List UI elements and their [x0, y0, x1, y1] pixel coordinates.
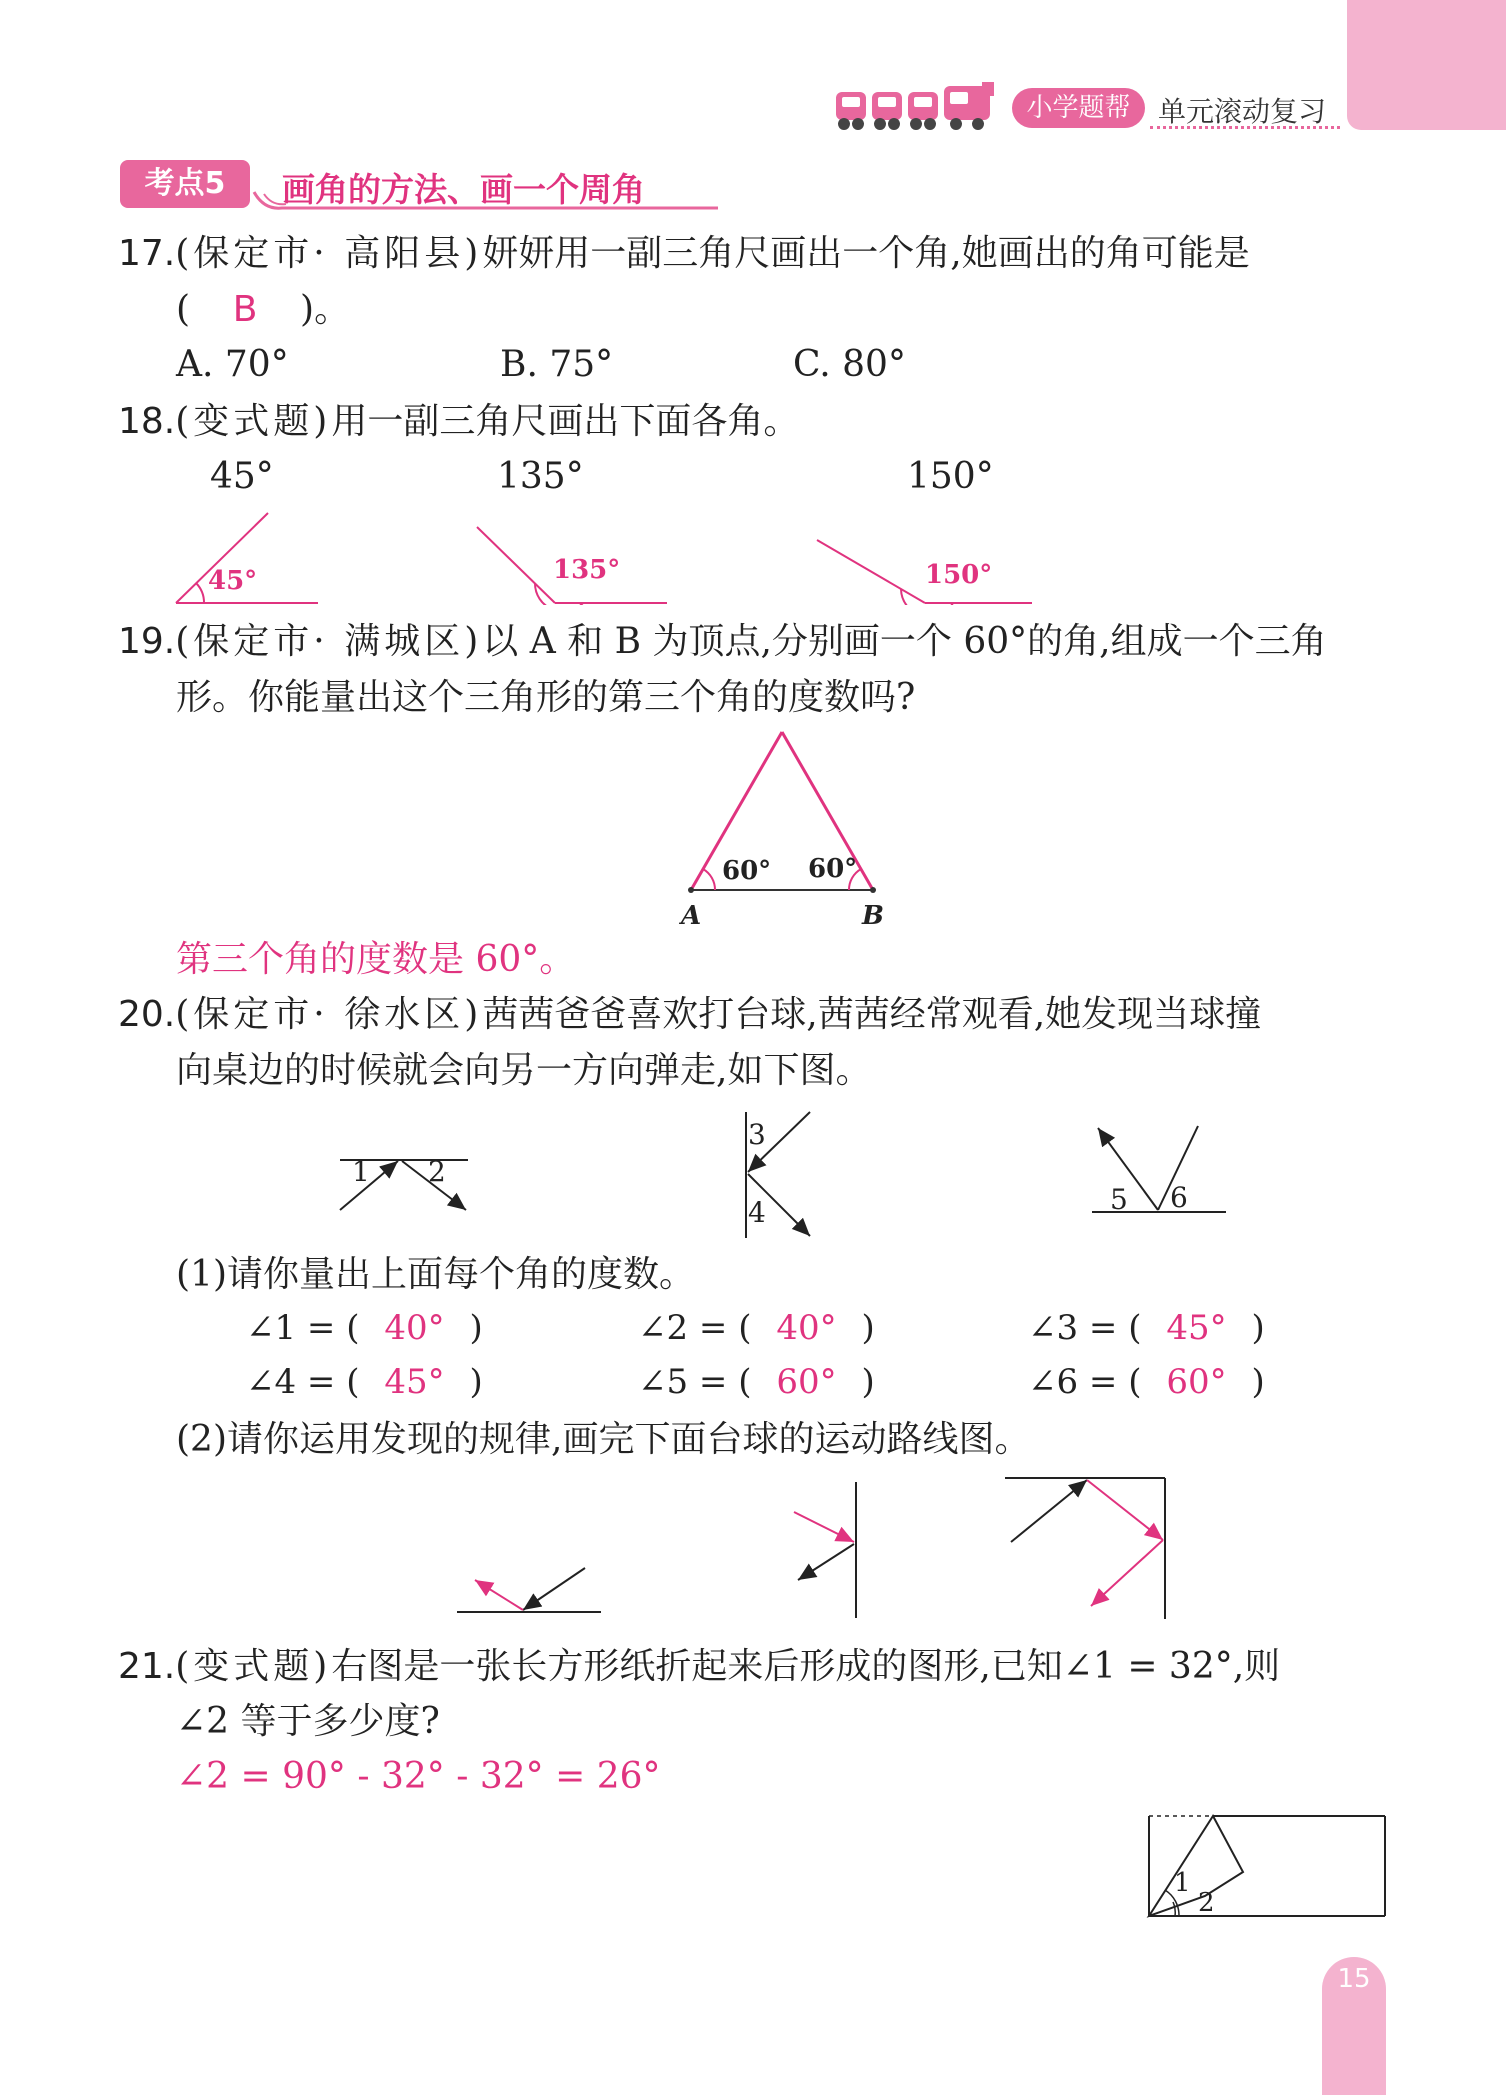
q20-part1: (1)请你量出上面每个角的度数。 — [176, 1254, 695, 1295]
q20-fig-label-3: 3 — [748, 1118, 766, 1151]
q19-text1: 以 A 和 B 为顶点,分别画一个 60°的角,组成一个三角 — [482, 621, 1327, 662]
q17-option-c: C. 80° — [793, 344, 906, 385]
q19-angle-a-label: 60° — [722, 856, 772, 886]
page-number: 15 — [1337, 1964, 1371, 1994]
q20-angle-6: ∠6 = ( 60° ) — [1028, 1362, 1265, 1402]
q20-fig-label-2: 2 — [428, 1155, 446, 1188]
q20-text1: 茜茜爸爸喜欢打台球,茜茜经常观看,她发现当球撞 — [482, 994, 1262, 1035]
q19-line2: 形。你能量出这个三角形的第三个角的度数吗? — [176, 677, 916, 718]
q21-figure — [1145, 1812, 1390, 1922]
q21-text1: 右图是一张长方形纸折起来后形成的图形,已知∠1 = 32°,则 — [331, 1646, 1281, 1687]
q18-angle-45: 45° — [210, 456, 274, 497]
q20-angle-1: ∠1 = ( 40° ) — [246, 1308, 483, 1348]
q17-answer: B — [232, 289, 258, 330]
q17-paren-open: ( — [176, 289, 191, 330]
q20-angle-6-value: 60° — [1166, 1362, 1227, 1402]
q20-line2: 向桌边的时候就会向另一方向弹走,如下图。 — [176, 1050, 872, 1091]
q18-number: 18. — [118, 401, 176, 442]
q18-line1 — [118, 400, 799, 443]
header-badge: 小学题帮 — [1012, 88, 1145, 128]
q20-angle-3-value: 45° — [1166, 1308, 1227, 1348]
q20-path-figure-2 — [788, 1480, 863, 1620]
q18-fig-label-135: 135° — [553, 555, 621, 585]
q20-path-figure-1 — [455, 1560, 605, 1616]
section-tag: 考点5 — [120, 160, 250, 208]
q20-angle-2: ∠2 = ( 40° ) — [638, 1308, 875, 1348]
q21-fig-label-1: 1 — [1174, 1868, 1191, 1898]
q20-fig-label-1: 1 — [352, 1155, 370, 1188]
q21-fig-label-2: 2 — [1198, 1888, 1215, 1918]
q20-angle-5: ∠5 = ( 60° ) — [638, 1362, 875, 1402]
q20-source: (保定市· 徐水区) — [175, 994, 483, 1035]
q19-number: 19. — [118, 621, 176, 662]
q17-paren-close: )。 — [300, 289, 351, 330]
q17-text: 妍妍用一副三角尺画出一个角,她画出的角可能是 — [482, 233, 1250, 274]
q20-line1 — [118, 993, 1261, 1036]
header-dotted-line — [1150, 126, 1340, 129]
q20-fig-label-4: 4 — [748, 1196, 766, 1229]
q20-fig-label-5: 5 — [1110, 1183, 1128, 1216]
q21-number: 21. — [118, 1646, 176, 1687]
q21-line1 — [118, 1645, 1280, 1688]
q18-source: (变式题) — [175, 401, 332, 442]
q20-part2: (2)请你运用发现的规律,画完下面台球的运动路线图。 — [176, 1419, 1031, 1460]
q17-option-b: B. 75° — [500, 344, 614, 385]
q17-source: (保定市· 高阳县) — [175, 233, 483, 274]
q18-fig-label-150: 150° — [925, 560, 993, 590]
q21-source: (变式题) — [175, 1646, 332, 1687]
q19-answer: 第三个角的度数是 60°。 — [176, 939, 576, 980]
q21-line2: ∠2 等于多少度? — [176, 1701, 440, 1742]
header-subtitle: 单元滚动复习 — [1158, 95, 1327, 128]
q20-angle-3: ∠3 = ( 45° ) — [1028, 1308, 1265, 1348]
q18-text: 用一副三角尺画出下面各角。 — [331, 401, 800, 442]
train-icon — [834, 82, 1004, 132]
q20-fig-label-6: 6 — [1170, 1181, 1188, 1214]
q19-line1 — [118, 620, 1327, 663]
q18-fig-label-45: 45° — [208, 566, 258, 596]
q20-angle-4: ∠4 = ( 45° ) — [246, 1362, 483, 1402]
q21-answer: ∠2 = 90° - 32° - 32° = 26° — [176, 1756, 661, 1797]
q20-number: 20. — [118, 994, 176, 1035]
q20-angle-5-value: 60° — [776, 1362, 837, 1402]
q17-number: 17. — [118, 233, 176, 274]
q19-angle-b-label: 60° — [808, 854, 858, 884]
q19-vertex-b: B — [862, 901, 884, 931]
q19-source: (保定市· 满城区) — [175, 621, 483, 662]
q20-angle-2-value: 40° — [776, 1308, 837, 1348]
q20-angle-1-value: 40° — [384, 1308, 445, 1348]
section-title: 画角的方法、画一个周角 — [282, 170, 645, 209]
q17-option-a: A. 70° — [176, 344, 289, 385]
q20-path-figure-3 — [1003, 1476, 1168, 1621]
q18-angle-150: 150° — [907, 456, 994, 497]
q18-angle-135: 135° — [497, 456, 584, 497]
q17-line2 — [176, 288, 350, 331]
q17-line1 — [118, 232, 1250, 275]
top-right-tab — [1347, 0, 1506, 130]
q19-vertex-a: A — [681, 901, 702, 931]
q20-angle-4-value: 45° — [384, 1362, 445, 1402]
